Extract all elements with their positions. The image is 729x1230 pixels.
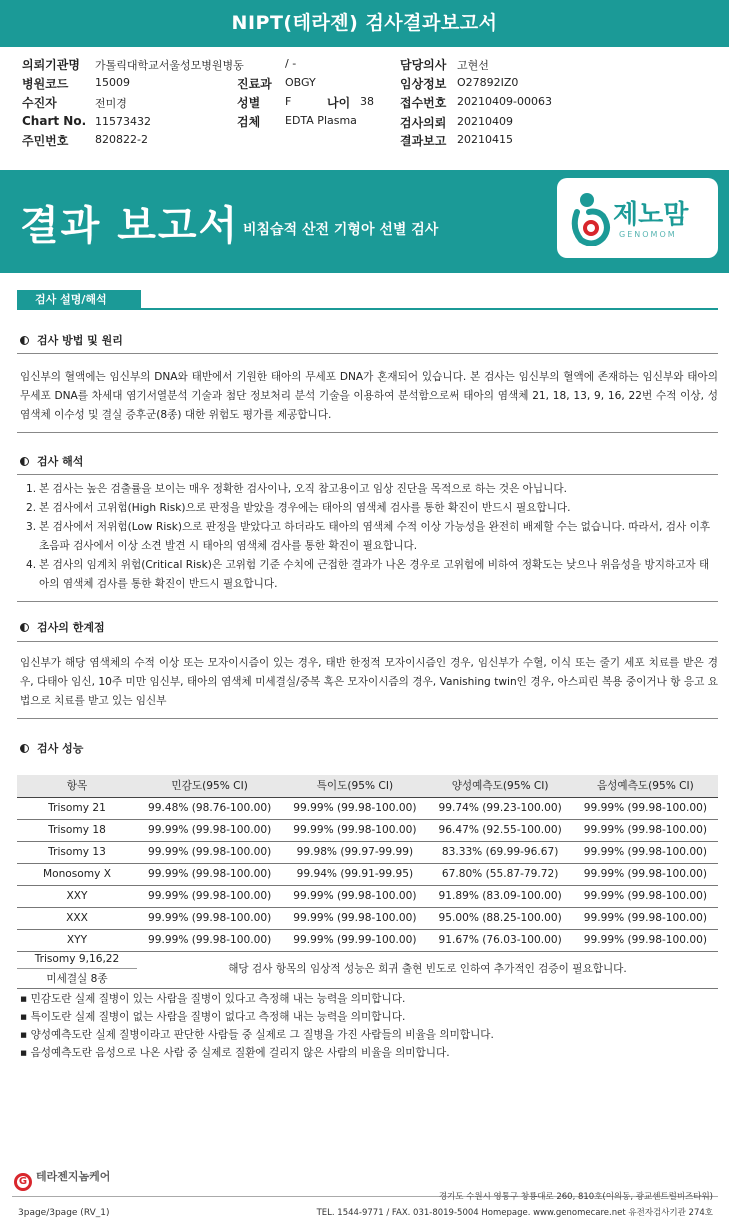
request-value: 20210409	[457, 115, 513, 128]
recipient-value: 전미경	[95, 97, 127, 110]
method-text: 임신부의 혈액에는 임신부의 DNA와 태반에서 기원한 태아의 무세포 DNA가 혼재되어 있습니다. 본 검사는 임신부의 혈액에 존재하는 임신부와 태아의 무세포 DNA를 차세대 염기서열분석 기술과 첨단 정보처리 분석 기술을 이용하여 분석함으로써 태아의 염색체 21, 18, 13, 9, 16, 22번 수적 이상, 성염색체 이수성 및 결실 증후군(8종) 대한 위험도 평가를 제공합니다.	[20, 371, 718, 421]
half-circle-icon	[20, 457, 29, 466]
half-circle-icon	[20, 623, 29, 632]
list-item: 1. 본 검사는 높은 검출률을 보이는 매우 정확한 검사이나, 오직 참고용이고 임상 진단을 목적으로 하는 것은 아닙니다.	[26, 483, 567, 495]
patient-info	[0, 52, 729, 156]
table-row: Trisomy 18 99.99% (99.98-100.00) 99.99% (99.98-100.00) 96.47% (92.55-100.00) 99.99% (99.98-100.00)	[17, 819, 718, 841]
dept-value: OBGY	[285, 76, 316, 89]
table-row: Trisomy 13 99.99% (99.98-100.00) 99.98% (99.97-99.99) 83.33% (69.99-96.67) 99.99% (99.98-100.00)	[17, 841, 718, 863]
g-logo-icon: G	[14, 1173, 32, 1191]
method-heading: 검사 방법 및 원리	[20, 332, 123, 348]
definition-item: ▪ 양성예측도란 실제 질병이라고 판단한 사람들 중 실제로 그 질병을 가진 사람들의 비율을 의미합니다.	[20, 1026, 494, 1044]
rrn-label: 주민번호	[22, 134, 69, 148]
list-item: 3. 본 검사에서 저위험(Low Risk)으로 판정을 받았다고 하더라도 태아의 염색체 수적 이상 가능성을 완전히 배제할 수는 없습니다. 따라서, 검사 이후 초음파 검사에서 이상 소견 발견 시 태아의 염색체 검사를 통한 확진이 필요합니다.	[26, 521, 711, 552]
page-number: 3page/3page (RV_1)	[18, 1208, 110, 1218]
divider	[17, 641, 718, 642]
mother-baby-icon	[567, 190, 615, 246]
table-row: XXY 99.99% (99.98-100.00) 99.99% (99.98-100.00) 91.89% (83.09-100.00) 99.99% (99.98-100.00)	[17, 885, 718, 907]
definition-item: ▪ 특이도란 실제 질병이 없는 사람을 질병이 없다고 측정해 내는 능력을 의미합니다.	[20, 1008, 494, 1026]
definitions-list	[20, 990, 494, 1062]
limits-heading: 검사의 한계점	[20, 619, 105, 635]
specimen-value: EDTA Plasma	[285, 114, 357, 127]
list-item: 2. 본 검사에서 고위험(High Risk)으로 판정을 받았을 경우에는 태아의 염색체 검사를 통한 확진이 반드시 필요합니다.	[26, 502, 571, 514]
sex-value: F	[285, 95, 292, 108]
divider	[17, 432, 718, 433]
logo-name: 제노맘	[613, 200, 689, 230]
chart-value: 11573432	[95, 115, 151, 128]
section-header	[17, 290, 718, 310]
column-header: 항목	[17, 775, 137, 797]
column-header: 양성예측도(95% CI)	[428, 775, 573, 797]
table-row: Monosomy X 99.99% (99.98-100.00) 99.94% (99.91-99.95) 67.80% (55.87-79.72) 99.99% (99.98-100.00)	[17, 863, 718, 885]
hospital-code-value: 15009	[95, 76, 130, 89]
table-row: XYY 99.99% (99.98-100.00) 99.99% (99.99-100.00) 91.67% (76.03-100.00) 99.99% (99.98-100.00)	[17, 929, 718, 951]
report-label: 결과보고	[400, 134, 447, 148]
performance-heading: 검사 성능	[20, 740, 83, 756]
column-header: 민감도(95% CI)	[137, 775, 282, 797]
dept-label: 진료과	[237, 77, 272, 91]
company-contact: TEL. 1544-9771 / FAX. 031-8019-5004 Homepage. www.genomecare.net 유전자검사기관 274호	[316, 1208, 713, 1218]
limits-text: 임신부가 해당 염색체의 수적 이상 또는 모자이시즘이 있는 경우, 태반 한정적 모자이시즘인 경우, 임신부가 수혈, 이식 또는 줄기 세포 치료를 받은 경우, 다태아 임신, 10주 미만 임신부, 태아의 염색체 미세결실/중복 혹은 모자이시즘의 경우, Vanishing twin인 경우, 아스피린 복용 중이거나 항 응고 요법으로 치료를 받고 있는 임신부	[20, 657, 718, 707]
specimen-label: 검체	[237, 115, 261, 129]
report-title: NIPT(테라젠) 검사결과보고서	[0, 0, 729, 47]
half-circle-icon	[20, 744, 29, 753]
sex-label: 성별	[237, 96, 261, 110]
genomom-logo	[557, 178, 718, 258]
table-footnote-row	[17, 949, 718, 989]
divider	[17, 718, 718, 719]
section-tag: 검사 설명/해석	[17, 290, 141, 310]
divider	[17, 601, 718, 602]
divider	[17, 474, 718, 475]
company-address: 경기도 수원시 영통구 창룡대로 260, 810호(이의동, 광교센트럴비즈타워)	[438, 1192, 713, 1202]
doctor-value: 고현선	[457, 59, 489, 72]
divider	[17, 353, 718, 354]
recipient-label: 수진자	[22, 96, 57, 110]
chart-label: Chart No.	[22, 114, 87, 128]
interpretation-list	[26, 480, 718, 594]
column-header: 특이도(95% CI)	[282, 775, 427, 797]
extra-note: 해당 검사 항목의 임상적 성능은 희귀 출현 빈도로 인하여 추가적인 검증이 필요합니다.	[228, 963, 627, 975]
result-banner	[0, 170, 729, 273]
receipt-value: 20210409-00063	[457, 95, 552, 108]
definition-item: ▪ 민감도란 실제 질병이 있는 사람을 질병이 있다고 측정해 내는 능력을 의미합니다.	[20, 990, 494, 1008]
performance-table	[17, 775, 718, 952]
interpretation-heading: 검사 해석	[20, 453, 83, 469]
column-header: 음성예측도(95% CI)	[573, 775, 718, 797]
logo-eng: GENOMOM	[619, 230, 677, 239]
clinical-value: O27892IZ0	[457, 76, 519, 89]
extra-category: Trisomy 9,16,22	[17, 949, 137, 969]
definition-item: ▪ 음성예측도란 음성으로 나온 사람 중 실제로 질환에 걸리지 않은 사람의 비율을 의미합니다.	[20, 1044, 494, 1062]
table-header-row	[17, 775, 718, 797]
report-value: 20210415	[457, 133, 513, 146]
banner-title: 결과 보고서	[20, 203, 240, 249]
request-label: 검사의뢰	[400, 116, 447, 130]
ward-value: / -	[285, 57, 297, 70]
age-label: 나이	[327, 96, 351, 110]
age-value: 38	[360, 95, 374, 108]
receipt-label: 접수번호	[400, 96, 447, 110]
banner-subtitle: 비침습적 산전 기형아 선별 검사	[243, 222, 439, 238]
half-circle-icon	[20, 336, 29, 345]
rrn-value: 820822-2	[95, 133, 148, 146]
table-row: Trisomy 21 99.48% (98.76-100.00) 99.99% (99.98-100.00) 99.74% (99.23-100.00) 99.99% (99.98-100.00)	[17, 797, 718, 819]
table-row: XXX 99.99% (99.98-100.00) 99.99% (99.98-100.00) 95.00% (88.25-100.00) 99.99% (99.98-100.00)	[17, 907, 718, 929]
extra-category: 미세결실 8종	[46, 973, 108, 985]
hospital-code-label: 병원코드	[22, 77, 69, 91]
list-item: 4. 본 검사의 임계치 위험(Critical Risk)은 고위험 기준 수치에 근접한 결과가 나온 경우로 고위험에 비하여 정확도는 낮으나 위음성을 방지하고자 태아의 염색체 검사를 통한 확진이 반드시 필요합니다.	[26, 559, 710, 590]
company-logo: G 테라젠지놈케어	[14, 1168, 110, 1191]
doctor-label: 담당의사	[400, 58, 447, 72]
institution-value: 가톨릭대학교서울성모병원병동	[95, 59, 244, 72]
institution-label: 의뢰기관명	[22, 58, 80, 72]
clinical-label: 임상정보	[400, 77, 447, 91]
